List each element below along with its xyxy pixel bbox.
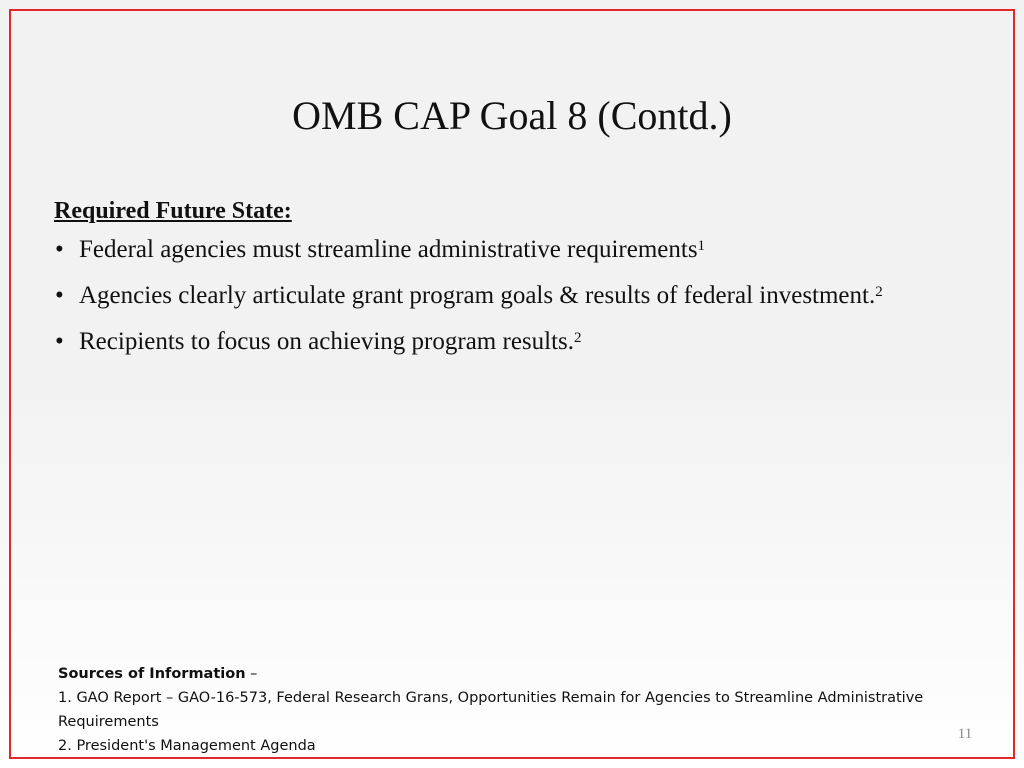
slide-content <box>54 195 954 373</box>
bullet-icon: • <box>55 236 64 263</box>
sources-block <box>58 662 938 758</box>
bullet-icon: • <box>55 328 64 355</box>
sources-heading: Sources of Information <box>58 666 246 682</box>
bullet-item <box>54 281 954 311</box>
footnote-ref: 1 <box>697 238 706 254</box>
bullet-item <box>54 235 954 265</box>
footnote-ref: 2 <box>574 330 582 346</box>
bullet-list <box>54 235 954 357</box>
section-heading: Required Future State: <box>54 198 292 224</box>
bullet-text: Agencies clearly articulate grant program goals & results of federal investment. <box>79 282 876 309</box>
slide-title: OMB CAP Goal 8 (Contd.) <box>292 93 732 138</box>
bullet-item <box>54 327 954 357</box>
bullet-text: Recipients to focus on achieving program results. <box>79 328 575 355</box>
sources-heading-line <box>58 662 938 686</box>
bullet-text: Federal agencies must streamline administrative requirements <box>79 236 698 263</box>
bullet-icon: • <box>55 282 64 309</box>
footnote-ref: 2 <box>875 284 883 300</box>
page-number: 11 <box>957 726 973 742</box>
source-line: 2. President's Management Agenda <box>58 738 316 754</box>
source-line: 1. GAO Report – GAO-16-573, Federal Research Grans, Opportunities Remain for Agencies to Streamline Administrative Requirements <box>58 690 924 730</box>
sources-heading-suffix: – <box>245 666 258 682</box>
